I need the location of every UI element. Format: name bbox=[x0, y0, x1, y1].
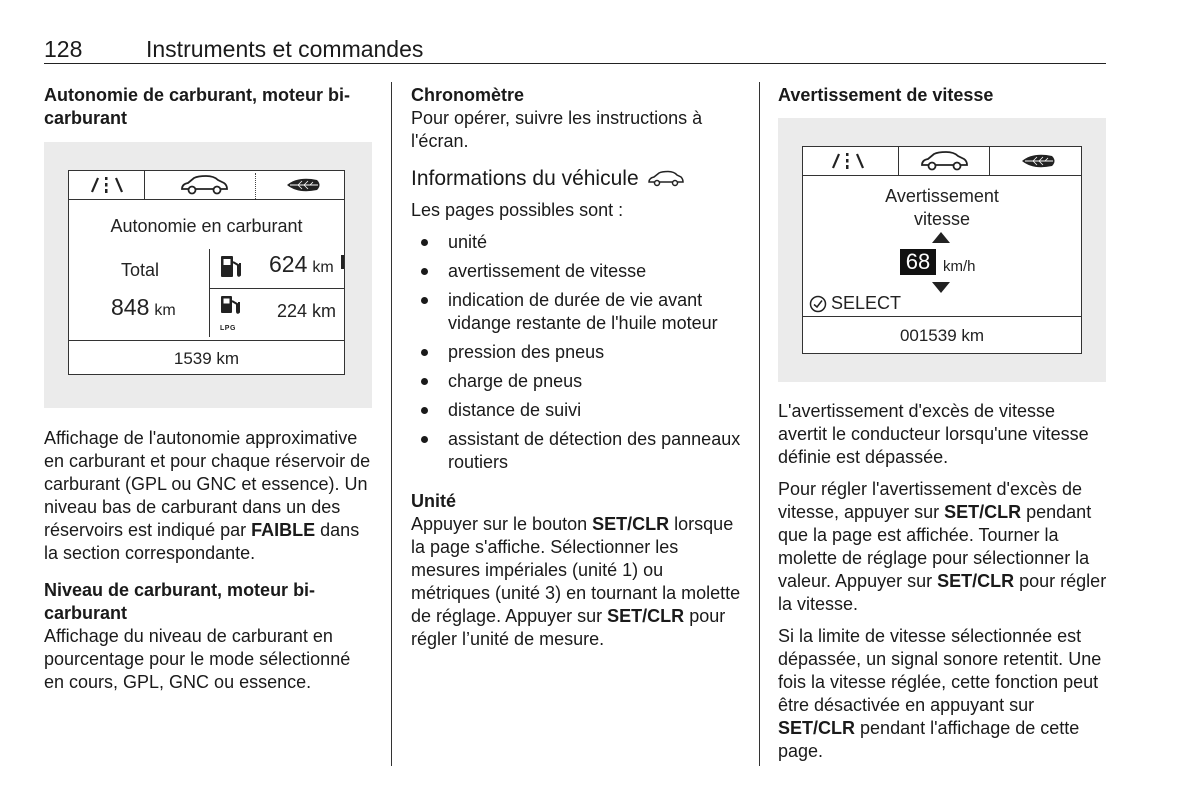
section-heading: Niveau de carburant, moteur bi-carburant bbox=[44, 580, 316, 623]
odometer: 001539 km bbox=[899, 326, 985, 345]
lpg-label: LPG bbox=[220, 325, 236, 332]
column-3 bbox=[778, 84, 1108, 763]
total-label: Total bbox=[121, 260, 160, 280]
paragraph: Si la limite de vitesse sélectionnée est dépassée, un signal sonore retentit. Une fois la vitesse réglée, cette fonction peut être désactivée en appuyant sur SET/CLR pendant l'affichage de cette page. bbox=[778, 626, 1102, 761]
tab-underline bbox=[989, 175, 1081, 176]
eco-leaf-icon bbox=[284, 176, 324, 194]
list-item: charge de pneus bbox=[411, 370, 741, 393]
tab-underline bbox=[803, 175, 898, 176]
total-range-value: 848 bbox=[111, 294, 150, 320]
tank-divider-horizontal bbox=[209, 288, 344, 289]
pages-list bbox=[411, 231, 741, 474]
tab-underline bbox=[145, 199, 344, 200]
car-icon bbox=[918, 150, 970, 172]
odometer: 1539 km bbox=[173, 349, 240, 368]
select-hint: SELECT bbox=[809, 292, 901, 315]
section-heading: Unité bbox=[411, 491, 456, 511]
list-item: distance de suivi bbox=[411, 399, 741, 422]
speed-unit: km/h bbox=[943, 258, 976, 275]
arrow-down-icon bbox=[932, 282, 950, 293]
display-screen bbox=[802, 146, 1082, 354]
page-header bbox=[44, 36, 1106, 64]
page-title: Instruments et commandes bbox=[146, 36, 424, 62]
lpg-pump-icon bbox=[219, 295, 243, 317]
scroll-indicator bbox=[341, 255, 344, 269]
tab-trip bbox=[68, 170, 145, 200]
section-heading: Autonomie de carburant, moteur bi-carburant bbox=[44, 85, 351, 128]
tank2-range: 224 km bbox=[277, 301, 337, 321]
paragraph: Les pages possibles sont : bbox=[411, 200, 624, 220]
paragraph: Affichage de l'autonomie approximative en carburant et pour chaque réservoir de carburant (GPL ou GNC et essence). Un niveau bas de carburant dans un des réservoirs est indiqué par FAIBLE dans la section correspondante. bbox=[44, 428, 371, 563]
tank1-range bbox=[269, 253, 334, 279]
paragraph: Affichage du niveau de carburant en pourcentage pour le mode sélectionné en cours, GPL, GNC ou essence. bbox=[44, 626, 351, 692]
display-title: Autonomie en carburant bbox=[110, 216, 303, 236]
display-title: vitesse bbox=[913, 209, 971, 229]
arrow-up-icon bbox=[932, 232, 950, 243]
tank1-range-value: 624 bbox=[269, 251, 308, 277]
trip-road-icon bbox=[827, 151, 869, 171]
paragraph: Appuyer sur le bouton SET/CLR lorsque la page s'affiche. Sélectionner les mesures impériales (unité 1) ou métriques (unité 3) en tournant la molette de réglage. Appuyer sur SET/CLR pour régler l’unité de mesure. bbox=[411, 514, 741, 649]
column-2 bbox=[411, 84, 741, 651]
list-item: avertissement de vitesse bbox=[411, 260, 741, 283]
list-item: pression des pneus bbox=[411, 341, 741, 364]
column-divider bbox=[391, 82, 392, 766]
page-number: 128 bbox=[44, 36, 83, 62]
paragraph: Pour opérer, suivre les instructions à l'écran. bbox=[411, 108, 703, 151]
section-heading: Avertissement de vitesse bbox=[778, 85, 994, 105]
vehicle-info-title: Informations du véhicule bbox=[411, 167, 741, 190]
eco-leaf-icon bbox=[1019, 152, 1059, 170]
total-range bbox=[111, 296, 176, 322]
trip-road-icon bbox=[86, 175, 128, 195]
tab-vehicle bbox=[159, 170, 249, 200]
tank1-range-unit: km bbox=[312, 259, 334, 276]
fuel-range-display-figure bbox=[44, 142, 372, 408]
speed-warning-display-figure bbox=[778, 118, 1106, 382]
display-screen bbox=[68, 170, 345, 375]
section-heading: Chronomètre bbox=[411, 85, 525, 105]
column-divider bbox=[759, 82, 760, 766]
speed-value: 68 bbox=[900, 249, 936, 275]
display-title: Avertissement bbox=[885, 186, 999, 206]
paragraph: L'avertissement d'excès de vitesse avertit le conducteur lorsqu'une vitesse définie est dépassée. bbox=[778, 401, 1089, 467]
list-item: assistant de détection des panneaux routiers bbox=[411, 428, 741, 474]
list-item: unité bbox=[411, 231, 741, 254]
paragraph: Pour régler l'avertissement d'excès de vitesse, appuyer sur SET/CLR pendant que la page est affichée. Tourner la molette de réglage pour sélectionner la valeur. Appuyer sur SET/CLR pour régler la vitesse. bbox=[778, 479, 1107, 614]
column-1 bbox=[44, 84, 374, 694]
tab-eco bbox=[999, 146, 1079, 176]
tab-separator bbox=[255, 173, 256, 199]
car-icon bbox=[647, 170, 685, 188]
total-range-unit: km bbox=[154, 302, 176, 319]
odometer-divider bbox=[803, 316, 1081, 317]
car-icon bbox=[178, 174, 230, 196]
check-circle-icon bbox=[809, 295, 827, 313]
odometer-divider bbox=[69, 340, 344, 341]
tank-divider-vertical bbox=[209, 249, 210, 337]
fuel-pump-icon bbox=[219, 254, 243, 280]
tab-eco bbox=[265, 170, 343, 200]
tab-vehicle bbox=[898, 146, 990, 176]
tab-trip bbox=[807, 146, 889, 176]
list-item: indication de durée de vie avant vidange restante de l'huile moteur bbox=[411, 289, 741, 335]
